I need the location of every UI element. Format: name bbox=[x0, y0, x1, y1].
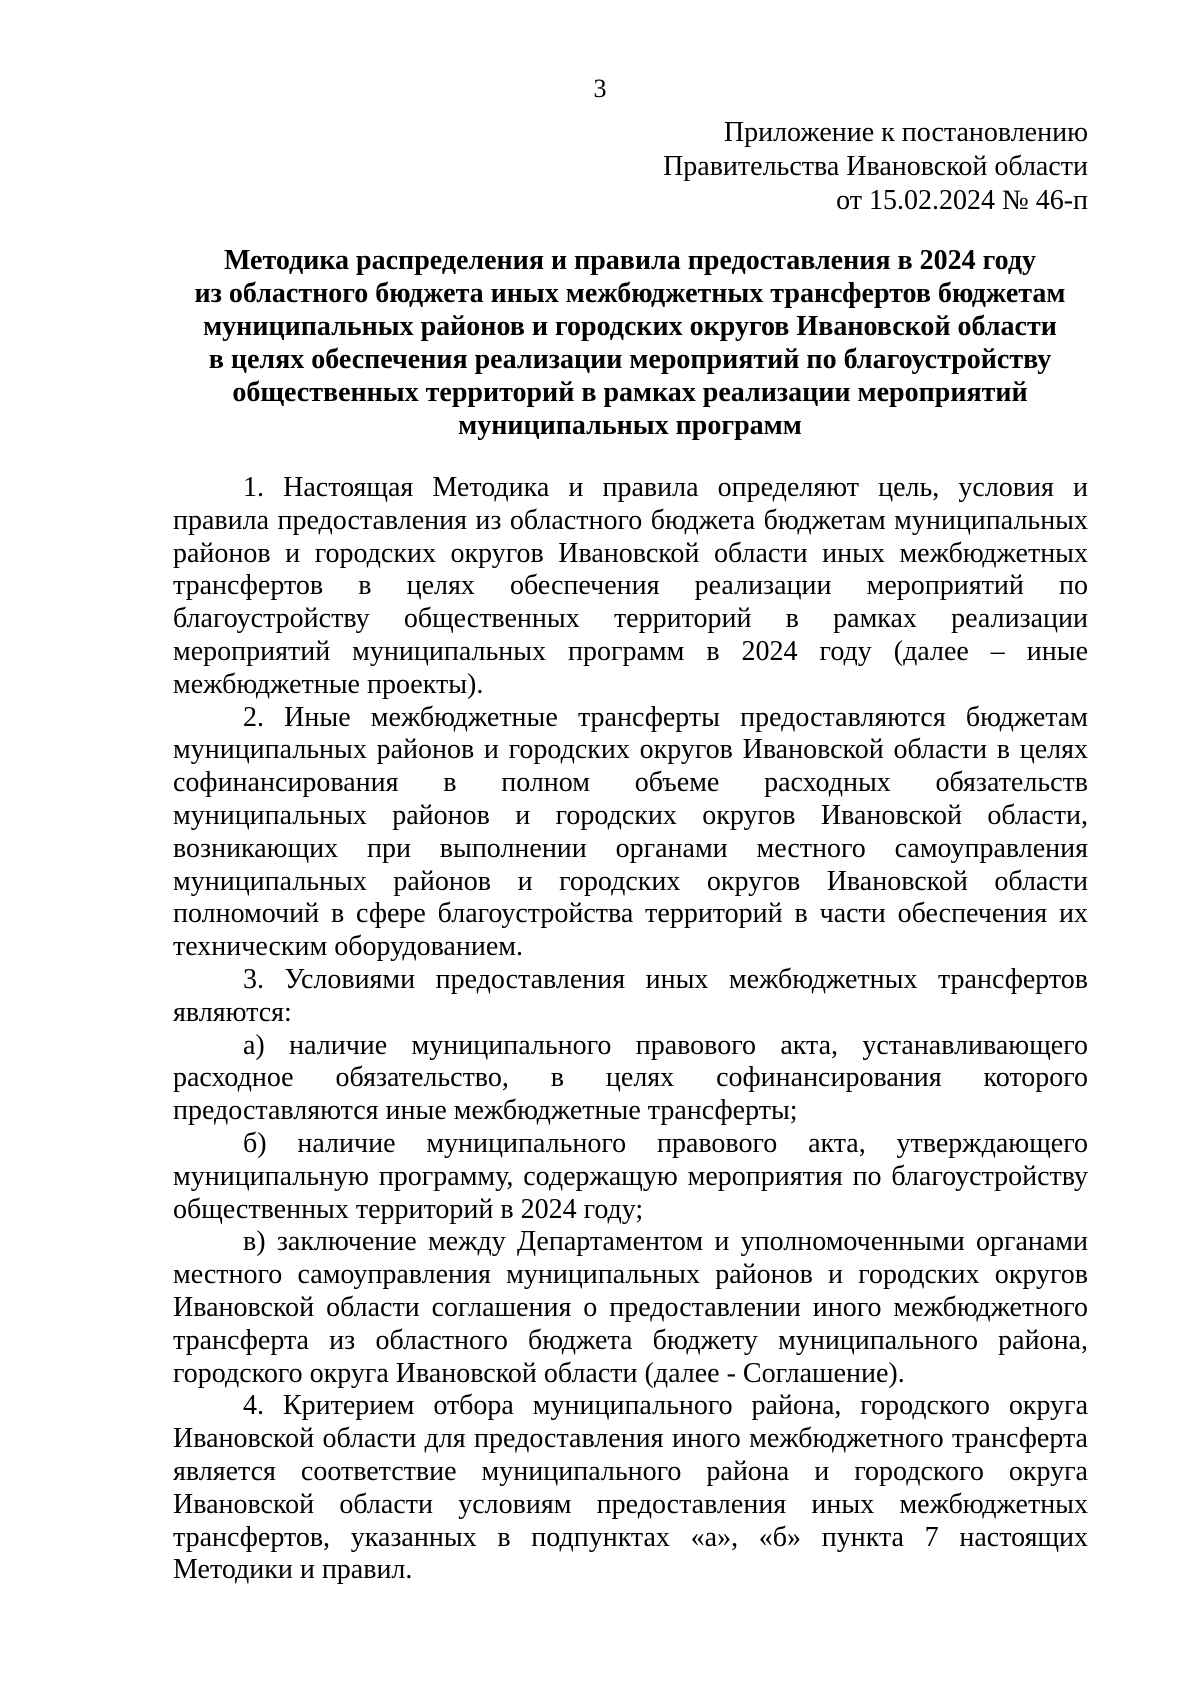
paragraph-3c: в) заключение между Департаментом и уполномоченными органами местного самоуправления муниципальных районов и городских округов Ивановской области соглашения о предоставлении иного межбюджетного трансферта из областного бюджета бюджету муниципального района, городского округа Ивановской области (далее - Соглашение). bbox=[173, 1226, 1088, 1389]
appendix-line: Правительства Ивановской области bbox=[663, 151, 1088, 182]
title-line: из областного бюджета иных межбюджетных трансфертов бюджетам bbox=[194, 278, 1066, 309]
title-line: Методика распределения и правила предоставления в 2024 году bbox=[223, 245, 1037, 276]
title-line: в целях обеспечения реализации мероприятий по благоустройству bbox=[208, 344, 1052, 375]
appendix-line: от 15.02.2024 № 46-п bbox=[836, 185, 1088, 216]
appendix-header bbox=[528, 116, 1088, 218]
page-number: 3 bbox=[593, 74, 607, 103]
paragraph-3a: а) наличие муниципального правового акта, устанавливающего расходное обязательство, в целях софинансирования которого предоставляются иные межбюджетные трансферты; bbox=[173, 1029, 1088, 1127]
title-line: муниципальных программ bbox=[458, 410, 802, 441]
paragraph-4: 4. Критерием отбора муниципального района, городского округа Ивановской области для предоставления иного межбюджетного трансферта является соответствие муниципального района и городского округа Ивановской области условиям предоставления иных межбюджетных трансфертов, указанных в подпунктах «а», «б» пункта 7 настоящих Методики и правил. bbox=[173, 1390, 1088, 1586]
paragraph-1: 1. Настоящая Методика и правила определяют цель, условия и правила предоставления из областного бюджета бюджетам муниципальных районов и городских округов Ивановской области иных межбюджетных трансфертов в целях обеспечения реализации мероприятий по благоустройству общественных территорий в рамках реализации мероприятий муниципальных программ в 2024 году (далее – иные межбюджетные проекты). bbox=[173, 472, 1088, 700]
paragraph-3: 3. Условиями предоставления иных межбюджетных трансфертов являются: bbox=[173, 963, 1088, 1028]
document-body bbox=[173, 472, 1088, 1587]
appendix-line: Приложение к постановлению bbox=[723, 117, 1088, 148]
document-title bbox=[140, 244, 1120, 442]
paragraph-3b: б) наличие муниципального правового акта, утверждающего муниципальную программу, содержащую мероприятия по благоустройству общественных территорий в 2024 году; bbox=[173, 1127, 1088, 1225]
paragraph-2: 2. Иные межбюджетные трансферты предоставляются бюджетам муниципальных районов и городских округов Ивановской области в целях софинансирования в полном объеме расходных обязательств муниципальных районов и городских округов Ивановской области, возникающих при выполнении органами местного самоуправления муниципальных районов и городских округов Ивановской области полномочий в сфере благоустройства территорий в части обеспечения их техническим оборудованием. bbox=[173, 701, 1088, 963]
title-line: муниципальных районов и городских округов Ивановской области bbox=[203, 311, 1057, 342]
title-line: общественных территорий в рамках реализации мероприятий bbox=[232, 377, 1028, 408]
